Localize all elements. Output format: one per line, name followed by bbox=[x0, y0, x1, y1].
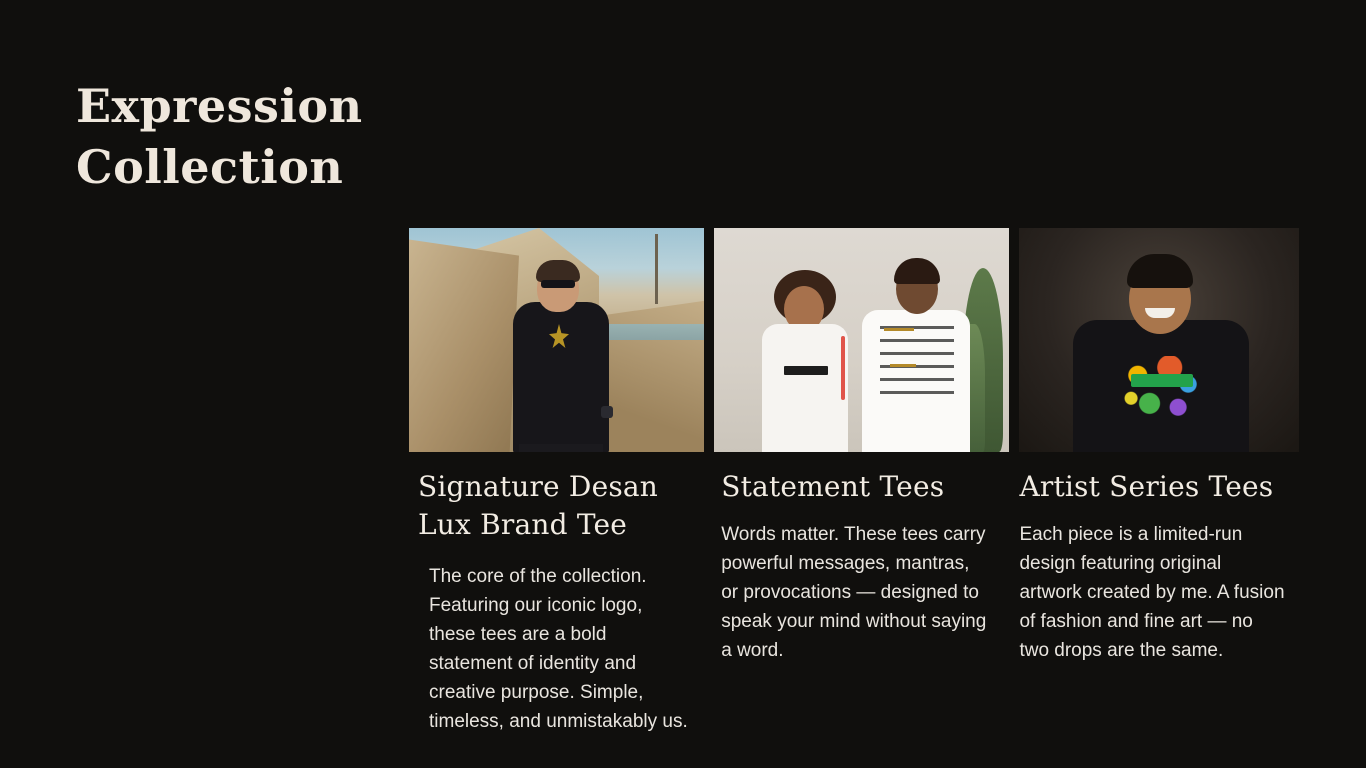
product-category-card-list bbox=[409, 228, 1299, 736]
card-image-statement-tees bbox=[714, 228, 1009, 452]
card-description: Each piece is a limited-run design featuring original artwork created by me. A fusion of fashion and fine art — no two drops are the same. bbox=[1019, 523, 1285, 662]
page-title bbox=[76, 76, 416, 198]
page-title-line-2: Collection bbox=[76, 140, 344, 195]
card-artist-series-tees[interactable] bbox=[1019, 228, 1299, 736]
photo-man-in-black-tee bbox=[409, 228, 704, 452]
photo-man-in-artist-tee bbox=[1019, 228, 1299, 452]
card-image-artist-series-tees bbox=[1019, 228, 1299, 452]
card-description: The core of the collection. Featuring our iconic logo, these tees are a bold statement of identity and creative purpose. Simple, timeless, and unmistakably us. bbox=[429, 565, 688, 732]
photo-two-models-white-tees bbox=[714, 228, 1009, 452]
page-title-line-1: Expression bbox=[76, 79, 363, 133]
card-title: Artist Series Tees bbox=[1019, 470, 1274, 503]
card-image-signature-tee bbox=[409, 228, 704, 452]
card-title: Statement Tees bbox=[721, 470, 945, 503]
card-description: Words matter. These tees carry powerful messages, mantras, or provocations — designed to speak your mind without saying a word. bbox=[721, 523, 987, 662]
card-statement-tees[interactable] bbox=[714, 228, 1009, 736]
card-signature-desan-lux-brand-tee[interactable] bbox=[409, 228, 704, 736]
card-title: Signature Desan Lux Brand Tee bbox=[418, 470, 659, 541]
